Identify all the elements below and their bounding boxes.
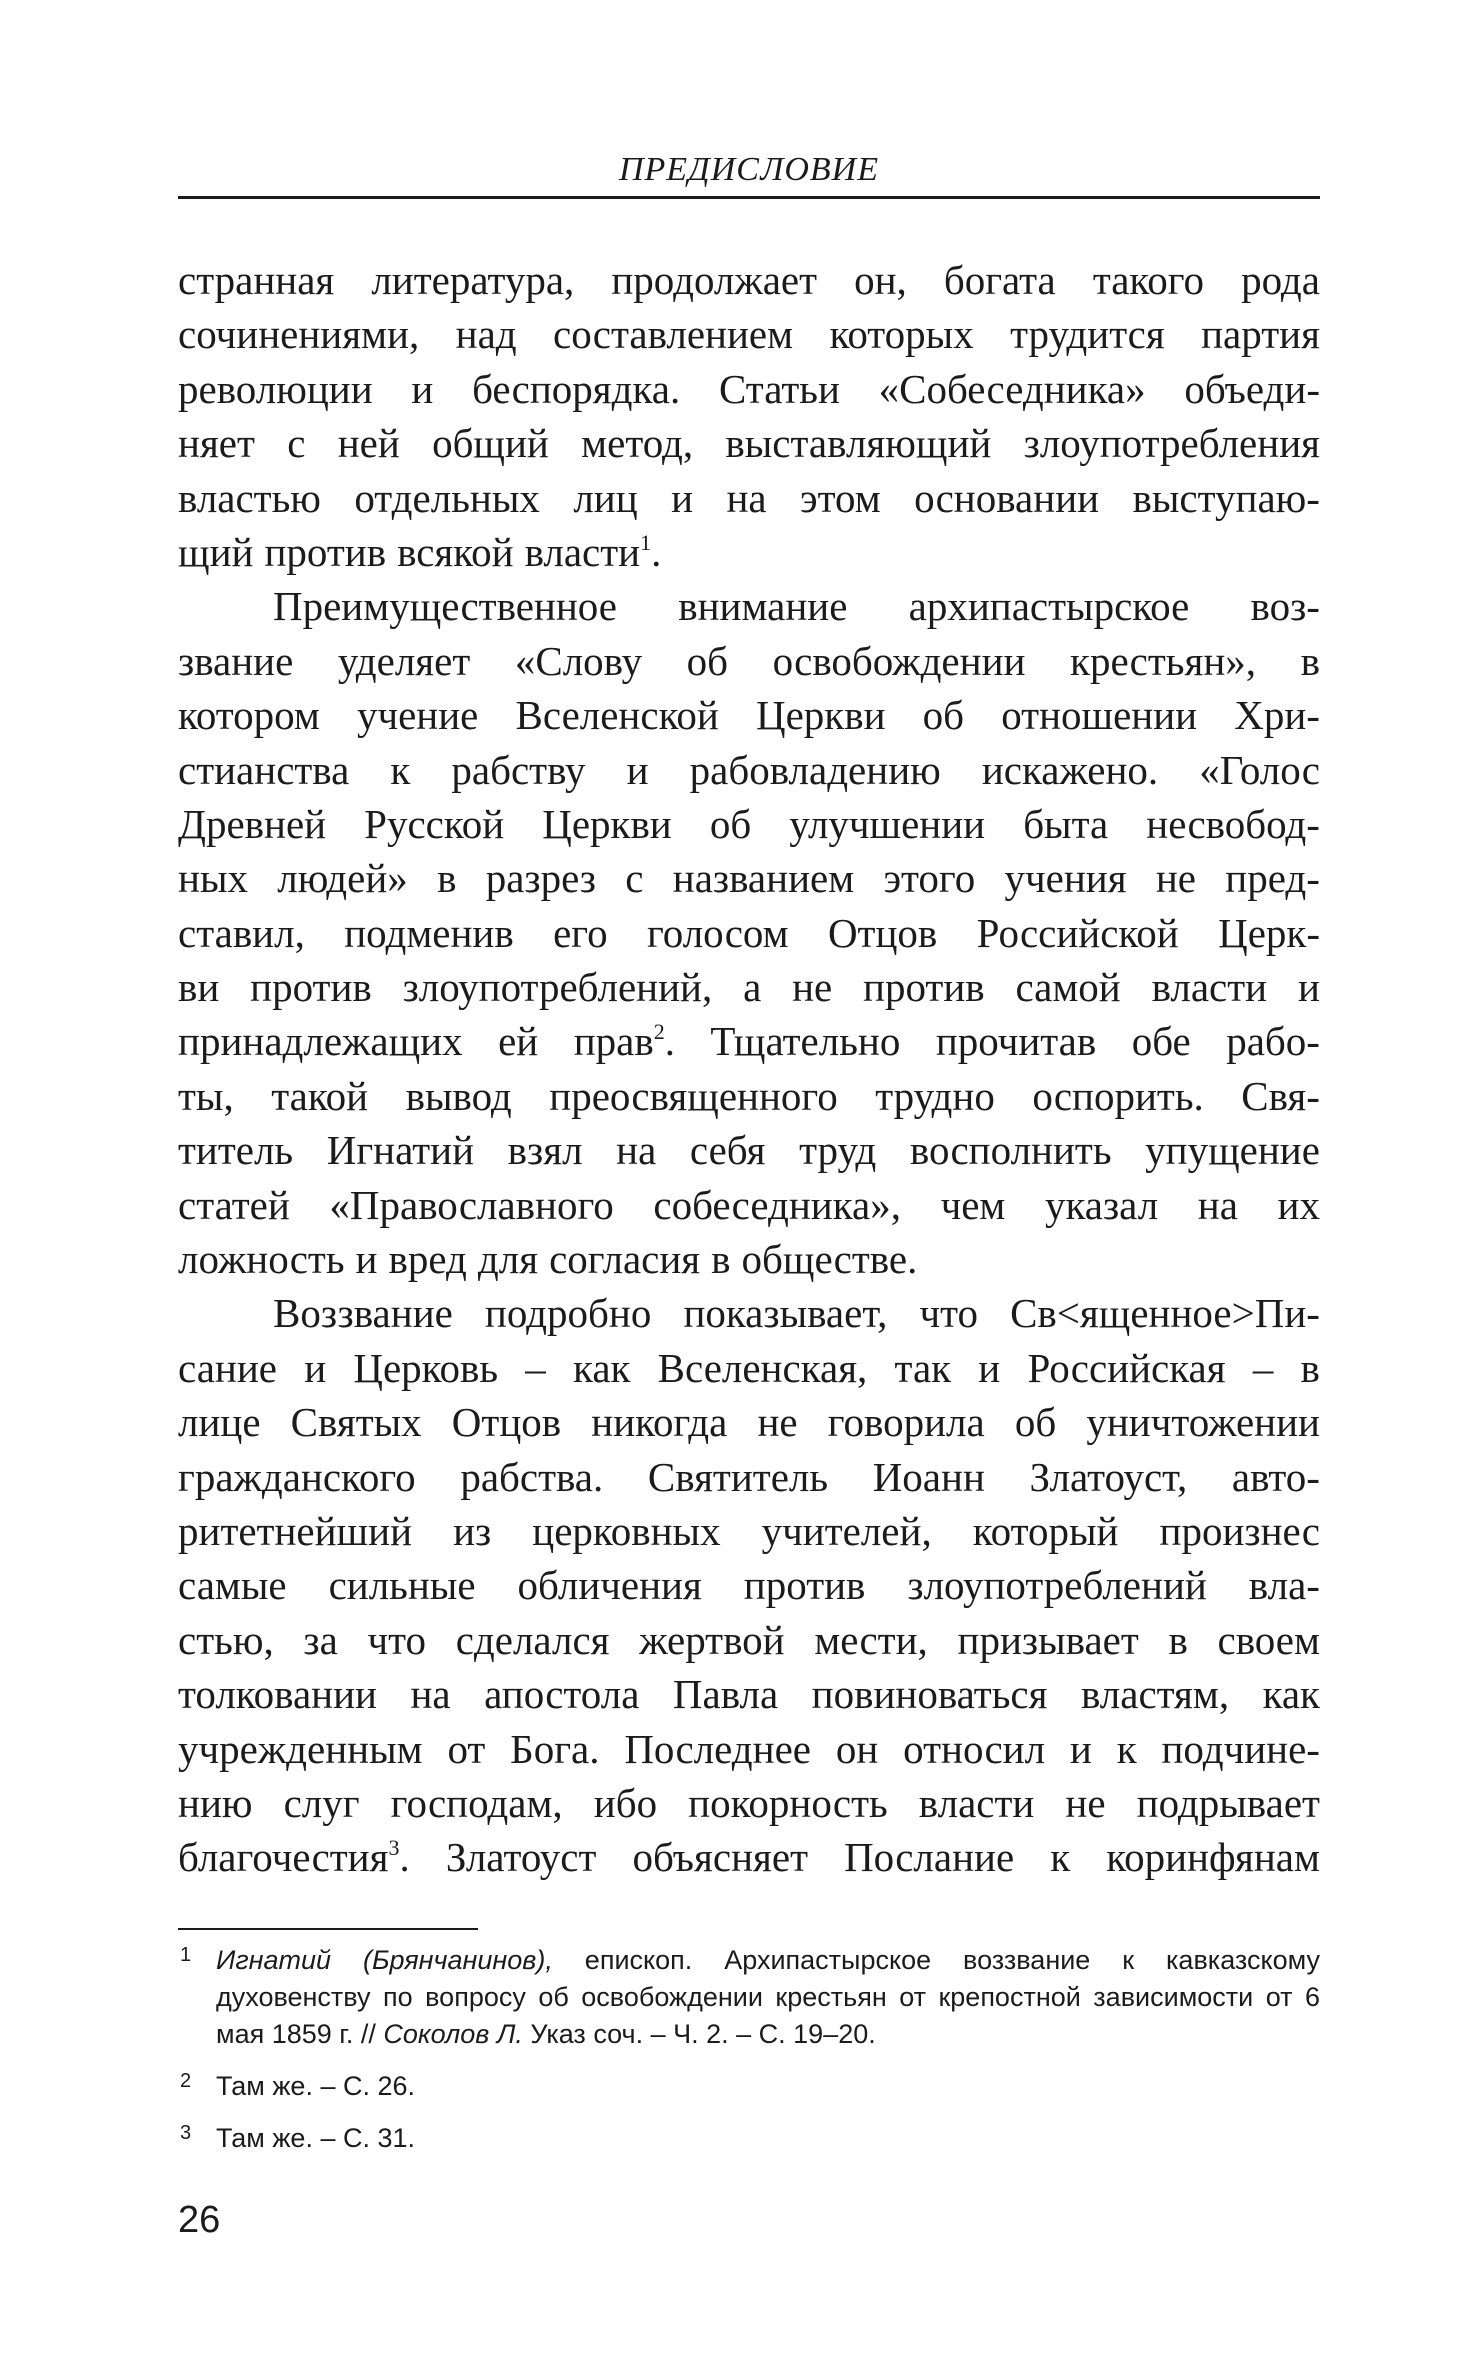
word: подробно — [484, 1290, 652, 1337]
footnote-text: Там же. – С. 31. — [216, 2123, 415, 2153]
footnote-marker[interactable]: 2 — [653, 1019, 665, 1045]
word: своем — [1217, 1616, 1320, 1663]
text-line — [178, 1613, 1320, 1667]
word: революции — [178, 365, 373, 412]
text-line — [178, 634, 1320, 688]
word: он — [835, 1725, 879, 1772]
word: и — [1297, 964, 1320, 1011]
footnote-marker[interactable]: 3 — [388, 1835, 400, 1861]
word: не — [792, 964, 833, 1011]
word: упущение — [1145, 1127, 1320, 1174]
word: Последнее — [624, 1725, 811, 1772]
word: принадлежащих — [178, 1018, 463, 1065]
footnote-separator — [178, 1928, 478, 1930]
word: уделяет — [337, 637, 471, 684]
word: рабству — [451, 746, 586, 793]
word: крестьян», — [1070, 637, 1257, 684]
word: партия — [1201, 311, 1320, 358]
footnotes — [178, 1942, 1320, 2172]
word: такой — [271, 1072, 369, 1119]
word: восполнить — [909, 1127, 1112, 1174]
word: преосвященного — [549, 1072, 838, 1119]
word: мести, — [814, 1616, 928, 1663]
word: и — [355, 1236, 378, 1283]
word: об — [686, 637, 729, 684]
word: который — [972, 1507, 1119, 1554]
word: он, — [854, 257, 907, 303]
word: основании — [914, 474, 1100, 521]
word: на — [410, 1671, 451, 1718]
word: котором — [178, 692, 320, 739]
header-rule — [178, 196, 1320, 199]
word: и — [978, 1344, 1001, 1391]
word: над — [455, 311, 517, 358]
word: которых — [829, 311, 974, 358]
word: всякой — [397, 528, 514, 575]
word: Воззвание — [273, 1290, 453, 1337]
word: власти$^1$. — [524, 528, 662, 575]
word: обличения — [517, 1562, 702, 1609]
word: в — [437, 855, 457, 902]
word: Церкви — [756, 692, 886, 739]
word: «Голос — [1199, 746, 1320, 793]
word: выставляющий — [725, 420, 992, 467]
word: Павла — [672, 1671, 779, 1718]
word: звание — [178, 637, 294, 684]
word: повиноваться — [811, 1671, 1048, 1718]
word: злоупотреблений, — [402, 964, 713, 1011]
word: как — [573, 1344, 631, 1391]
word: – — [1252, 1344, 1274, 1391]
word: ных — [178, 855, 248, 902]
text-line — [178, 253, 1320, 307]
word: ритетнейший — [178, 1507, 413, 1554]
word: Церк- — [1218, 909, 1320, 956]
word: стианства — [178, 746, 350, 793]
word: не — [1065, 1779, 1106, 1826]
word: толковании — [178, 1671, 377, 1718]
word: подменив — [344, 909, 514, 956]
word: говорила — [827, 1399, 985, 1446]
word: власти — [1151, 964, 1268, 1011]
word: относил — [903, 1725, 1046, 1772]
word: ней — [337, 420, 400, 467]
word: в — [711, 1236, 731, 1283]
word: об — [922, 692, 965, 739]
word: к — [1116, 1725, 1137, 1772]
word: покорность — [688, 1779, 888, 1826]
word: улучшении — [789, 800, 986, 847]
text-line — [178, 1014, 1320, 1068]
word: метод, — [581, 420, 694, 467]
word: об — [1014, 1399, 1057, 1446]
word: Российской — [976, 909, 1179, 956]
word: разрез — [485, 855, 597, 902]
word: власти — [918, 1779, 1035, 1826]
word: «Слову — [514, 637, 643, 684]
word: против — [743, 1562, 866, 1609]
word: себя — [689, 1127, 766, 1174]
word: в — [1168, 1616, 1188, 1663]
word: к — [1050, 1834, 1071, 1881]
word: коринфянам — [1106, 1834, 1320, 1881]
text-line — [178, 1722, 1320, 1776]
footnote-marker[interactable]: 1 — [640, 529, 652, 555]
word: быта — [1023, 800, 1109, 847]
word: с — [625, 855, 644, 902]
text-line — [178, 1341, 1320, 1395]
word: сделался — [455, 1616, 610, 1663]
word: Отцов — [451, 1399, 562, 1446]
word: титель — [178, 1127, 294, 1174]
text-line — [178, 906, 1320, 960]
word: их — [1277, 1181, 1320, 1228]
word: взял — [507, 1127, 583, 1174]
word: нию — [178, 1779, 253, 1826]
word: Церковь — [353, 1344, 499, 1391]
word: этого — [883, 855, 976, 902]
word: показывает, — [683, 1290, 888, 1337]
word: и — [411, 365, 434, 412]
word: что — [919, 1290, 978, 1337]
word: вла- — [1248, 1562, 1320, 1609]
word: сочинениями, — [178, 311, 420, 358]
word: а — [743, 964, 762, 1011]
word: труд — [799, 1127, 877, 1174]
word: ставил, — [178, 909, 305, 956]
word: рабства. — [460, 1453, 604, 1500]
footnote-number: 2 — [180, 2070, 192, 2092]
word: архипастырское — [908, 583, 1190, 630]
word: на — [616, 1127, 657, 1174]
word: никогда — [591, 1399, 728, 1446]
word: на — [726, 474, 767, 521]
word: беспорядка. — [472, 365, 681, 412]
word: согласия — [549, 1236, 701, 1283]
word: об — [709, 800, 752, 847]
text-line — [178, 1123, 1320, 1177]
text-line — [178, 579, 1320, 633]
word: к — [390, 746, 411, 793]
word: людей» — [277, 855, 408, 902]
text-line — [178, 1776, 1320, 1830]
word: так — [894, 1344, 952, 1391]
footnote — [178, 2068, 1320, 2105]
footnote-text: Там же. – С. 26. — [216, 2071, 415, 2101]
word: названием — [672, 855, 855, 902]
main-text — [178, 253, 1320, 1885]
word: искажено. — [981, 746, 1159, 793]
text-line — [178, 1830, 1320, 1884]
word: Святитель — [647, 1453, 829, 1500]
word: составлением — [553, 311, 794, 358]
word: призывает — [957, 1616, 1139, 1663]
text-line — [178, 1069, 1320, 1123]
word: на — [1197, 1181, 1238, 1228]
word: такого — [1092, 257, 1205, 303]
word: не — [757, 1399, 798, 1446]
word: произнес — [1159, 1507, 1320, 1554]
word: богата — [943, 257, 1056, 303]
word: странная — [178, 257, 335, 303]
word: Тщательно — [710, 1018, 901, 1065]
word: Свя- — [1241, 1072, 1320, 1119]
word: против — [863, 964, 985, 1011]
word: указал — [1044, 1181, 1159, 1228]
word: властям, — [1080, 1671, 1230, 1718]
word: церковных — [532, 1507, 721, 1554]
text-line — [178, 1395, 1320, 1449]
word: самые — [178, 1562, 287, 1609]
text-line — [178, 1232, 1320, 1286]
word: статей — [178, 1181, 290, 1228]
word: продолжает — [611, 257, 818, 303]
word: Златоуст — [445, 1834, 597, 1881]
word: сание — [178, 1344, 277, 1391]
text-line — [178, 743, 1320, 797]
word: Св<ященное>Пи- — [1010, 1290, 1320, 1337]
word: Русской — [364, 800, 505, 847]
word: ибо — [593, 1779, 658, 1826]
page-number: 26 — [178, 2199, 221, 2241]
word: отношении — [1001, 692, 1198, 739]
word: Бога. — [510, 1725, 600, 1772]
text-line — [178, 416, 1320, 470]
word: и — [1069, 1725, 1092, 1772]
word: господам, — [390, 1779, 563, 1826]
word: ей — [498, 1018, 539, 1065]
word: вред — [388, 1236, 467, 1283]
footnote — [178, 2120, 1320, 2157]
footnote-number: 3 — [180, 2122, 192, 2144]
word: апостола — [484, 1671, 640, 1718]
text-line — [178, 797, 1320, 851]
word: ви — [178, 964, 220, 1011]
word: «Собеседника» — [878, 365, 1146, 412]
word: в — [1300, 1344, 1320, 1391]
word: Послание — [844, 1834, 1015, 1881]
word: авто- — [1231, 1453, 1320, 1500]
text-line — [178, 688, 1320, 742]
word: за — [303, 1616, 338, 1663]
word: Игнатий — [326, 1127, 475, 1174]
word: уничтожении — [1086, 1399, 1320, 1446]
word: гражданского — [178, 1453, 416, 1500]
word: чем — [940, 1181, 1006, 1228]
text-line — [178, 1450, 1320, 1504]
word: воз- — [1250, 583, 1320, 630]
word: Статьи — [718, 365, 840, 412]
word: объеди- — [1184, 365, 1320, 412]
word: Преимущественное — [273, 583, 617, 630]
word: внимание — [678, 583, 848, 630]
word: Церкви — [542, 800, 672, 847]
text-line — [178, 1558, 1320, 1612]
text-line — [178, 1178, 1320, 1232]
word: общий — [432, 420, 549, 467]
word: Отцов — [827, 909, 938, 956]
footnote — [178, 1942, 1320, 2053]
text-line — [178, 1504, 1320, 1558]
word: против — [264, 528, 387, 575]
word: вывод — [405, 1072, 512, 1119]
word: учение — [356, 692, 479, 739]
word: трудится — [1010, 311, 1165, 358]
word: для — [477, 1236, 539, 1283]
running-header: ПРЕДИСЛОВИЕ — [618, 151, 880, 188]
word: и — [304, 1344, 327, 1391]
word: Хри- — [1234, 692, 1320, 739]
text-line — [178, 471, 1320, 525]
word: стью, — [178, 1616, 274, 1663]
word: Российская — [1027, 1344, 1226, 1391]
word: что — [367, 1616, 427, 1663]
text-line — [178, 851, 1320, 905]
text-line — [178, 960, 1320, 1014]
word: выступаю- — [1132, 474, 1320, 521]
text-line — [178, 362, 1320, 416]
word: прочитав — [935, 1018, 1097, 1065]
word: обе — [1131, 1018, 1191, 1065]
text-line — [178, 307, 1320, 361]
word: Вселенская, — [657, 1344, 868, 1391]
word: учрежденным — [178, 1725, 423, 1772]
word: лиц — [573, 474, 638, 521]
word: Иоанн — [872, 1453, 985, 1500]
word: не — [1155, 855, 1196, 902]
word: щий — [178, 528, 254, 575]
word: Древней — [178, 800, 327, 847]
word: Святых — [290, 1399, 422, 1446]
word: пред- — [1225, 855, 1320, 902]
word: трудно — [875, 1072, 995, 1119]
word: «Православного — [329, 1181, 614, 1228]
footnote-text: Игнатий (Брянчанинов), епископ. Архипастырское воззвание к кавказскому духовенству по вопросу об освобождении крестьян от крепостной зависимости от 6 мая 1859 г. // Соколов Л. Указ соч. – Ч. 2. – С. 19–20. — [216, 1945, 1320, 2049]
word: учителей, — [761, 1507, 932, 1554]
word: властью — [178, 474, 321, 521]
footnote-number: 1 — [180, 1944, 192, 1966]
word: – — [525, 1344, 546, 1391]
word: рабовладению — [689, 746, 941, 793]
text-line — [178, 1667, 1320, 1721]
word: подрывает — [1136, 1779, 1320, 1826]
word: объясняет — [632, 1834, 808, 1881]
word: в — [1300, 637, 1320, 684]
text-line — [178, 1286, 1320, 1340]
word: слуг — [283, 1779, 360, 1826]
word: жертвой — [639, 1616, 785, 1663]
word: подчине- — [1161, 1725, 1320, 1772]
word: Вселенской — [515, 692, 719, 739]
word: литература, — [371, 257, 575, 303]
word: ложность — [178, 1236, 345, 1283]
word: злоупотреблений — [907, 1562, 1207, 1609]
word: с — [287, 420, 306, 467]
word: несвобод- — [1146, 800, 1320, 847]
word: голосом — [646, 909, 789, 956]
word: злоупотребления — [1023, 420, 1320, 467]
word: рода — [1241, 257, 1320, 303]
text-line — [178, 525, 1320, 579]
word: обществе. — [741, 1236, 918, 1283]
word: лице — [178, 1399, 261, 1446]
word: и — [626, 746, 649, 793]
word: Златоуст, — [1029, 1453, 1188, 1500]
word: отдельных — [354, 474, 540, 521]
word: рабо- — [1226, 1018, 1320, 1065]
word: и — [671, 474, 694, 521]
word: благочестия$^3$. — [178, 1834, 410, 1881]
word: против — [250, 964, 372, 1011]
word: учения — [1004, 855, 1127, 902]
word: освобождении — [772, 637, 1026, 684]
word: самой — [1015, 964, 1121, 1011]
word: няет — [178, 420, 255, 467]
word: собеседника», — [653, 1181, 901, 1228]
word: сильные — [328, 1562, 476, 1609]
word: как — [1262, 1671, 1320, 1718]
word: этом — [800, 474, 881, 521]
word: ты, — [178, 1072, 234, 1119]
word: из — [453, 1507, 492, 1554]
word: оспорить. — [1032, 1072, 1204, 1119]
word: его — [553, 909, 608, 956]
word: прав$^2$. — [573, 1018, 675, 1065]
word: от — [447, 1725, 486, 1772]
